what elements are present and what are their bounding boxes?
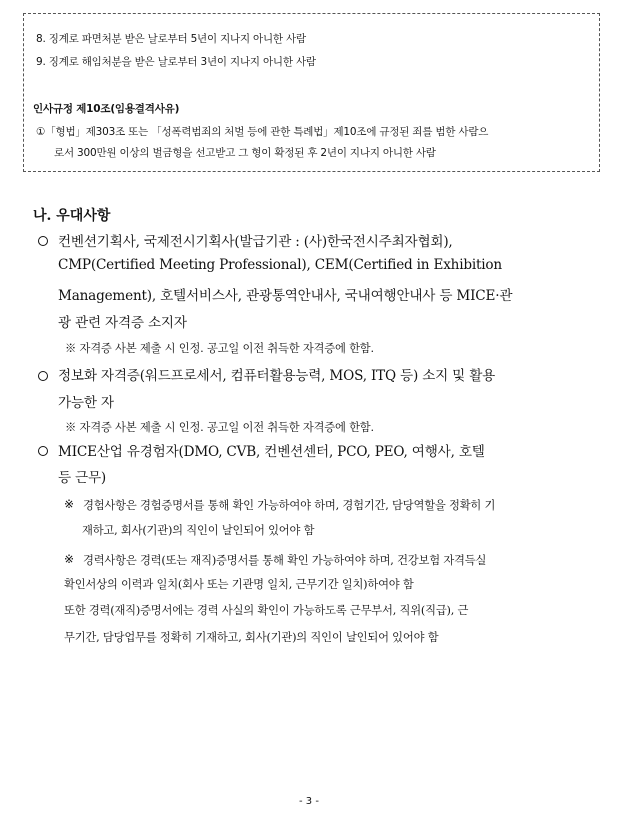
bullet-circle-icon [38, 236, 48, 246]
rule-heading: 인사규정 제10조(임용결격사유) [33, 103, 180, 115]
item-3-note-2-line: 경력사항은 경력(또는 재직)증명서를 통해 확인 가능하여야 하며, 건강보험 자격득실 [83, 554, 487, 567]
item-2-note: ※ 자격증 사본 제출 시 인정. 공고일 이전 취득한 자격증에 한함. [65, 421, 374, 434]
item-1-note: ※ 자격증 사본 제출 시 인정. 공고일 이전 취득한 자격증에 한함. [65, 342, 374, 355]
item-3-note-1-line: 경험사항은 경험증명서를 통해 확인 가능하여야 하며, 경험기간, 담당역할을 정확히 기 [83, 499, 496, 512]
disqualification-item-9: 9. 징계로 해임처분을 받은 날로부터 3년이 지나지 아니한 사람 [36, 56, 316, 68]
item-1-line: 컨벤션기획사, 국제전시기획사(발급기관 : (사)한국전시주최자협회), [58, 234, 453, 250]
bullet-circle-icon [38, 371, 48, 381]
bullet-circle-icon [38, 446, 48, 456]
disqualification-item-8: 8. 징계로 파면처분 받은 날로부터 5년이 지나지 아니한 사람 [36, 33, 306, 45]
note-mark: ※ [64, 497, 75, 511]
item-3-note-1-line: 재하고, 회사(기관)의 직인이 날인되어 있어야 함 [82, 524, 315, 537]
item-3-note-2-line: 또한 경력(재직)증명서에는 경력 사실의 확인이 가능하도록 근무부서, 직위(직급), 근 [64, 604, 469, 617]
item-1-line: 광 관련 자격증 소지자 [58, 315, 187, 331]
item-1-line: Management), 호텔서비스사, 관광통역안내사, 국내여행안내사 등 MICE·관 [58, 288, 513, 304]
item-3-line: 등 근무) [58, 470, 107, 486]
item-2-line: 가능한 자 [58, 395, 114, 411]
note-mark: ※ [64, 552, 75, 566]
page-number: - 3 - [299, 796, 319, 807]
item-2-line: 정보화 자격증(워드프로세서, 컴퓨터활용능력, MOS, ITQ 등) 소지 및 활용 [58, 368, 496, 384]
rule-clause-line-2: 로서 300만원 이상의 벌금형을 선고받고 그 형이 확정된 후 2년이 지나지 아니한 사람 [54, 147, 436, 159]
item-3-note-2-line: 확인서상의 이력과 일치(회사 또는 기관명 일치, 근무기간 일치)하여야 함 [64, 578, 414, 591]
item-3-line: MICE산업 유경험자(DMO, CVB, 컨벤션센터, PCO, PEO, 여행사, 호텔 [58, 444, 485, 460]
item-3-note-2-line: 무기간, 담당업무를 정확히 기재하고, 회사(기관)의 직인이 날인되어 있어야 함 [64, 631, 439, 644]
item-1-line: CMP(Certified Meeting Professional), CEM(Certified in Exhibition [58, 257, 502, 273]
rule-clause-line-1: ①「형법」제303조 또는 「성폭력범죄의 처벌 등에 관한 특례법」제10조에 규정된 죄를 범한 사람으 [36, 126, 489, 138]
section-title: 나. 우대사항 [33, 208, 111, 224]
